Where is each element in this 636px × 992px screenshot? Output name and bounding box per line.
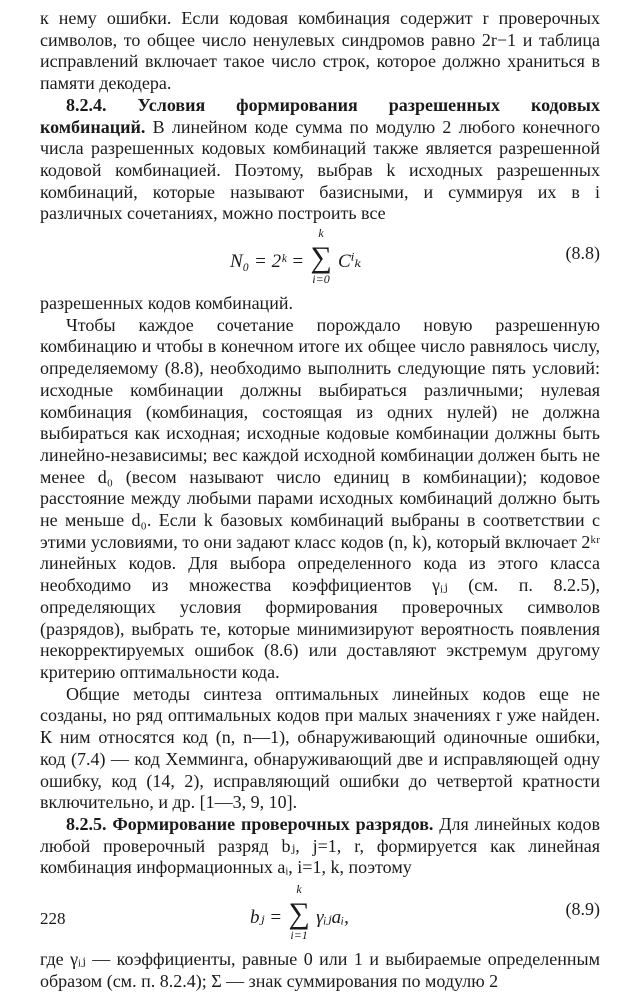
formula-8-9-lhs: bⱼ = [250,907,283,929]
equation-number-8-9: (8.9) [565,899,600,920]
sum-sign-8-9: k ∑ i=1 [288,882,310,943]
section-8-2-5-text: Для линейных кодов любой проверочный разряд bⱼ, j=1, r, формируется как линейная комбинация информационных aᵢ, i=1, k, поэтому [40,813,601,878]
section-8-2-5 [40,814,600,879]
section-8-2-5-heading: 8.2.5. Формирование проверочных разрядов. [66,813,434,834]
page-number: 228 [40,909,66,928]
formula-8-8-lhs: N₀ = 2ᵏ = [230,251,305,273]
formula-8-8-term: Cⁱₖ [338,251,362,273]
sum-sign-8-8: k ∑ i=0 [310,226,332,287]
formula-8-9 [40,879,600,949]
final-paragraph: где γᵢⱼ — коэффициенты, равные 0 или 1 и выбираемые определенным образом (см. п. 8.2.4); Σ — знак суммирования по модулю 2 [40,949,600,991]
intro-paragraph: к нему ошибки. Если кодовая комбинация содержит r проверочных символов, то общее число ненулевых синдромов равно 2r−1 и таблица исправлений включает такое число строк, которое должно храниться в памяти декодера. [40,8,600,94]
formula-8-8 [40,225,600,293]
section-8-2-4 [40,95,600,225]
conditions-paragraph: Чтобы каждое сочетание порождало новую разрешенную комбинацию и чтобы в конечном итоге их общее число равнялось числу, определяемому (8.8), необходимо выполнить следующие пять условий: исходные комбинации должны выбираться различными; нулевая комбинация (комбинация, состоящая из одних нулей) не должна выбираться как исходная; исходные кодовые комбинации должны быть линейно-независимы; вес каждой исходной комбинации должен быть не менее d₀ (весом называют число единиц в комбинации); кодовое расстояние между любыми парами исходных комбинаций должно быть не меньше d₀. Если k базовых комбинаций выбраны в соответствии с этими условиями, то они задают класс кодов (n, k), который включает 2ᵏʳ линейных кодов. Для выбора определенного кода из этого класса необходимо из множества коэффициентов γᵢⱼ (см. п. 8.2.5), определяющих условия формирования проверочных символов (разрядов), выбрать те, которые минимизируют вероятность появления некорректируемых ошибок (8.6) или доставляют экстремум другому критерию оптимальности кода. [40,314,600,682]
section-8-2-4-heading: 8.2.4. Условия формирования разрешенных кодовых комбинаций. [40,94,600,137]
methods-paragraph: Общие методы синтеза оптимальных линейных кодов еще не созданы, но ряд оптимальных кодов при малых значениях r уже найден. К ним относятся код (n, n—1), обнаруживающий одиночные ошибки, код (7.4) — код Хемминга, обнаруживающий две и исправляющей одну ошибку, код (14, 2), исправляющий ошибки до четвертой кратности включительно, и др. [1—3, 9, 10]. [40,683,600,813]
text-column [40,8,600,992]
section-8-2-4-text: В линейном коде сумма по модулю 2 любого конечного числа разрешенных кодовых комбинаций также является разрешенной кодовой комбинацией. Поэтому, выбрав k исходных разрешенных комбинаций, которые называют базисными, и суммируя их в i различных сочетаниях, можно построить все [40,116,600,224]
equation-number-8-8: (8.8) [565,243,600,264]
after-formula-8-8: разрешенных кодов комбинаций. [40,293,293,314]
formula-8-9-term: γᵢⱼaᵢ, [316,907,349,929]
